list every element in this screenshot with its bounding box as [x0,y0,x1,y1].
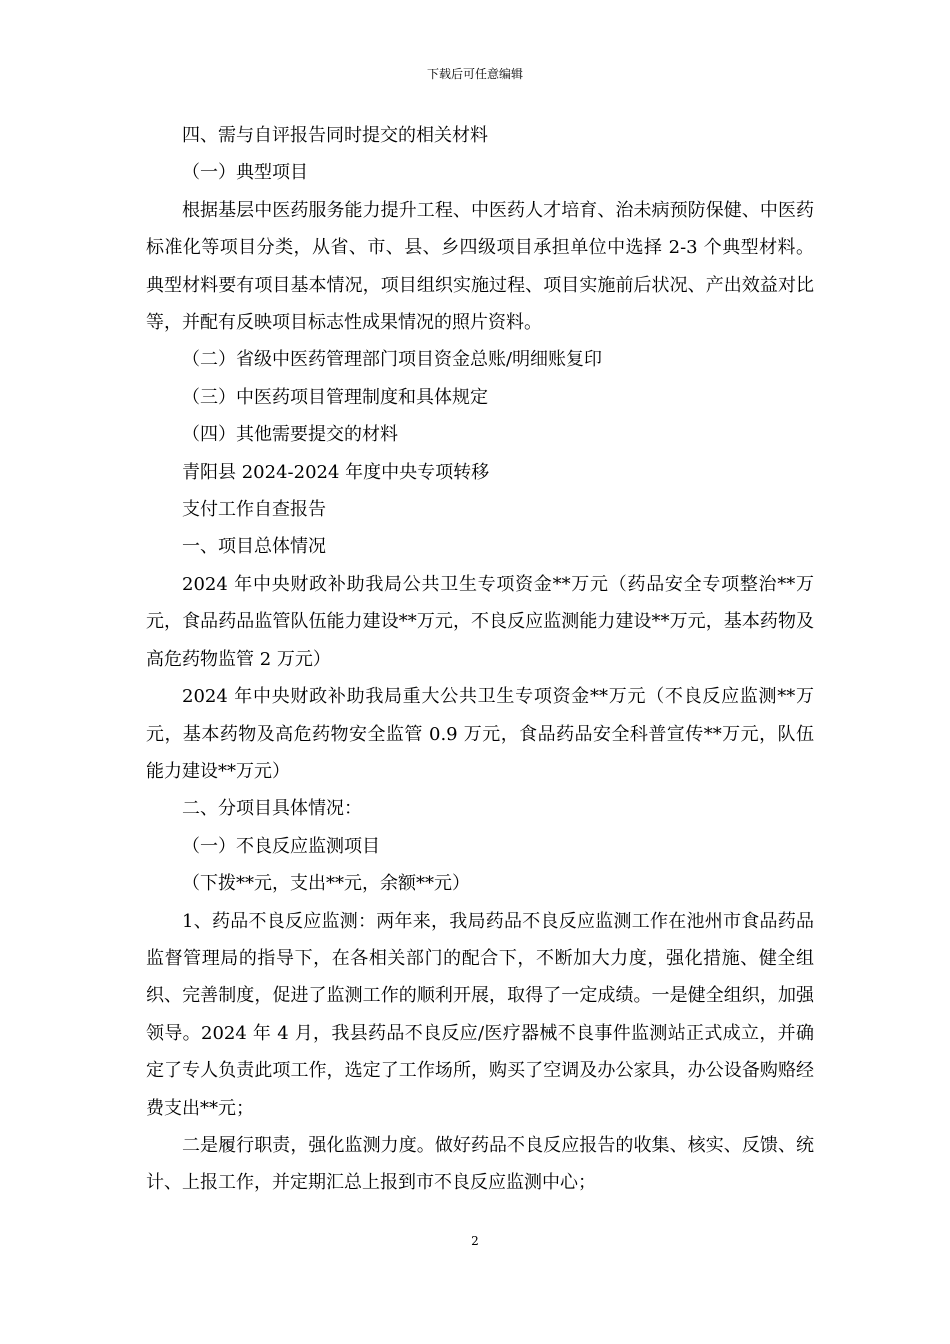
section-heading-subprojects: 二、分项目具体情况： [182,798,362,820]
report-title-line-1: 青阳县 2024-2024 年度中央专项转移 [182,461,490,483]
sub-heading-management-rules: （三）中医药项目管理制度和具体规定 [182,386,488,408]
sub-heading-ledger-copy: （二）省级中医药管理部门项目资金总账/明细账复印 [182,349,603,371]
paragraph-adverse-reaction-monitoring: 1、药品不良反应监测：两年来，我局药品不良反应监测工作在池州市食品药品监督管理局的指导下，在各相关部门的配合下，不断加大力度，强化措施、健全组织、完善制度，促进了监测工作的顺利开展，取得了一定成绩。一是健全组织，加强领导。2024 年 4 月，我县药品不良反应/医疗器械不良事件监测站正式成立，并确定了专人负责此项工作，选定了工作场所，购买了空调及办公家具，办公设备购赂经费支出**元； [146,910,814,1119]
section-heading-overview: 一、项目总体情况 [182,536,326,558]
report-title-line-2: 支付工作自查报告 [182,499,326,521]
paragraph-typical-projects: 根据基层中医药服务能力提升工程、中医药人才培育、治未病预防保健、中医药标准化等项目分类，从省、市、县、乡四级项目承担单位中选择 2-3 个典型材料。典型材料要有项目基本情况，项目组织实施过程、项目实施前后状况、产出效益对比等，并配有反映项目标志性成果情况的照片资料。 [146,199,814,334]
sub-heading-other-materials: （四）其他需要提交的材料 [182,424,398,446]
page-number: 2 [471,1234,479,1248]
document-body [146,117,814,1202]
funds-summary-line: （下拨**元，支出**元，余额**元） [182,873,470,895]
page-header: 下载后可任意编辑 [426,67,523,81]
sub-heading-adverse-reaction: （一）不良反应监测项目 [182,835,380,857]
paragraph-public-health-funds: 2024 年中央财政补助我局公共卫生专项资金**万元（药品安全专项整治**万元，食品药品监管队伍能力建设**万元，不良反应监测能力建设**万元，基本药物及高危药物监管 2 万元） [146,573,814,670]
sub-heading-typical-projects: （一）典型项目 [182,162,308,184]
section-heading-materials: 四、需与自评报告同时提交的相关材料 [182,125,488,146]
paragraph-major-public-health-funds: 2024 年中央财政补助我局重大公共卫生专项资金**万元（不良反应监测**万元，基本药物及高危药物安全监管 0.9 万元，食品药品安全科普宣传**万元，队伍能力建设**万元） [146,686,814,782]
paragraph-monitoring-duties: 二是履行职责，强化监测力度。做好药品不良反应报告的收集、核实、反馈、统计、上报工作，并定期汇总上报到市不良反应监测中心； [146,1134,814,1194]
